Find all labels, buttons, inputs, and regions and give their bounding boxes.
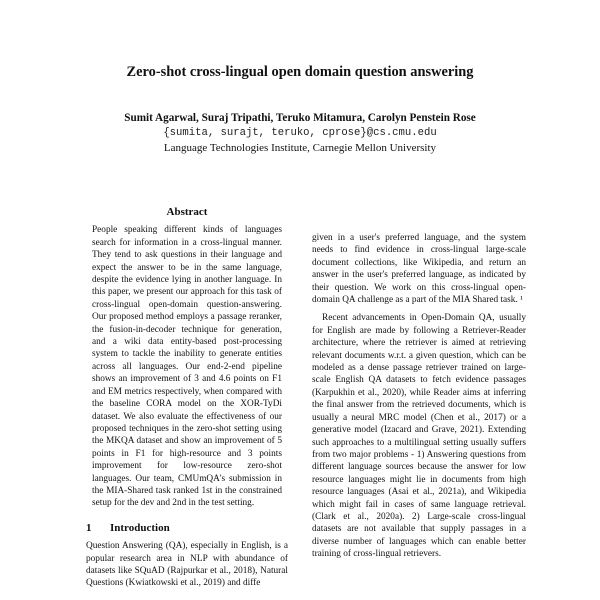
section-title: Introduction bbox=[110, 521, 170, 534]
abstract-heading: Abstract bbox=[166, 206, 208, 218]
section-number: 1 bbox=[86, 521, 92, 534]
introduction-paragraph: Question Answering (QA), especially in English, is a popular research area in NLP with abundance of datasets like SQuAD (Rajpurkar et al., 2018), Natural Questions (Kwiatkowski et al., 2019) and diffe bbox=[86, 541, 288, 589]
left-column bbox=[86, 206, 288, 590]
right-column bbox=[312, 232, 526, 561]
section-heading-introduction bbox=[86, 522, 288, 534]
body-paragraph-1: given in a user's preferred language, and the system needs to find evidence in cross-lingual large-scale document collections, like Wikipedia, and return an answer in the user's preferred language, as indicated by their question. We work on this cross-lingual open-domain QA challenge as a part of the MIA Shared task. ¹ bbox=[312, 233, 526, 306]
abstract-text: People speaking different kinds of languages search for information in a cross-lingual manner. They tend to ask questions in their language and expect the answer to be in the same language, despite the evidence lying in another language. In this paper, we present our approach for this task of cross-lingual open-domain question-answering. Our proposed method employs a passage reranker, the fusion-in-decoder technique for generation, and a wiki data entity-based post-processing system to tackle the inability to generate entities across all languages. Our end-2-end pipeline shows an improvement of 3 and 4.6 points on F1 and EM metrics respectively, when compared with the baseline CORA model on the XOR-TyDi dataset. We also evaluate the effectiveness of our proposed techniques in the zero-shot setting using the MKQA dataset and show an improvement of 5 points in F1 for high-resource and 3 points improvement for low-resource zero-shot languages. Our team, CMUmQA's submission in the MIA-Shared task ranked 1st in the constrained setup for the dev and 2nd in the test setting. bbox=[92, 225, 282, 509]
body-paragraph-2: Recent advancements in Open-Domain QA, usually for English are made by following a Retriever-Reader architecture, where the retriever is aimed at retrieving relevant documents w.r.t. a given question, which can be modeled as a dense passage retriever trained on large-scale English QA datasets to fetch evidence passages (Karpukhin et al., 2020), while Reader aims at inferring the final answer from the retrieved documents, which is usually a neural MRC model (Chen et al., 2017) or a generative model (Izacard and Grave, 2021). Extending such approaches to a multilingual setting usually suffers from two major problems - 1) Answering questions from different language sources because the answer for low resource languages might lie in documents from high resource languages (Asai et al., 2021a), and Wikipedia which might fail in cases of same language retrieval. (Clark et al., 2020a). 2) Large-scale cross-lingual datasets are not available that supply passages in a diverse number of languages which can enable better training of cross-lingual retrievers. bbox=[312, 313, 526, 560]
paper-title: Zero-shot cross-lingual open domain question answering bbox=[126, 64, 474, 80]
affiliation: Language Technologies Institute, Carnegie Mellon University bbox=[163, 142, 437, 154]
author-emails: {sumita, surajt, teruko, cprose}@cs.cmu.edu bbox=[163, 127, 437, 139]
author-list: Sumit Agarwal, Suraj Tripathi, Teruko Mitamura, Carolyn Penstein Rose bbox=[124, 112, 476, 124]
